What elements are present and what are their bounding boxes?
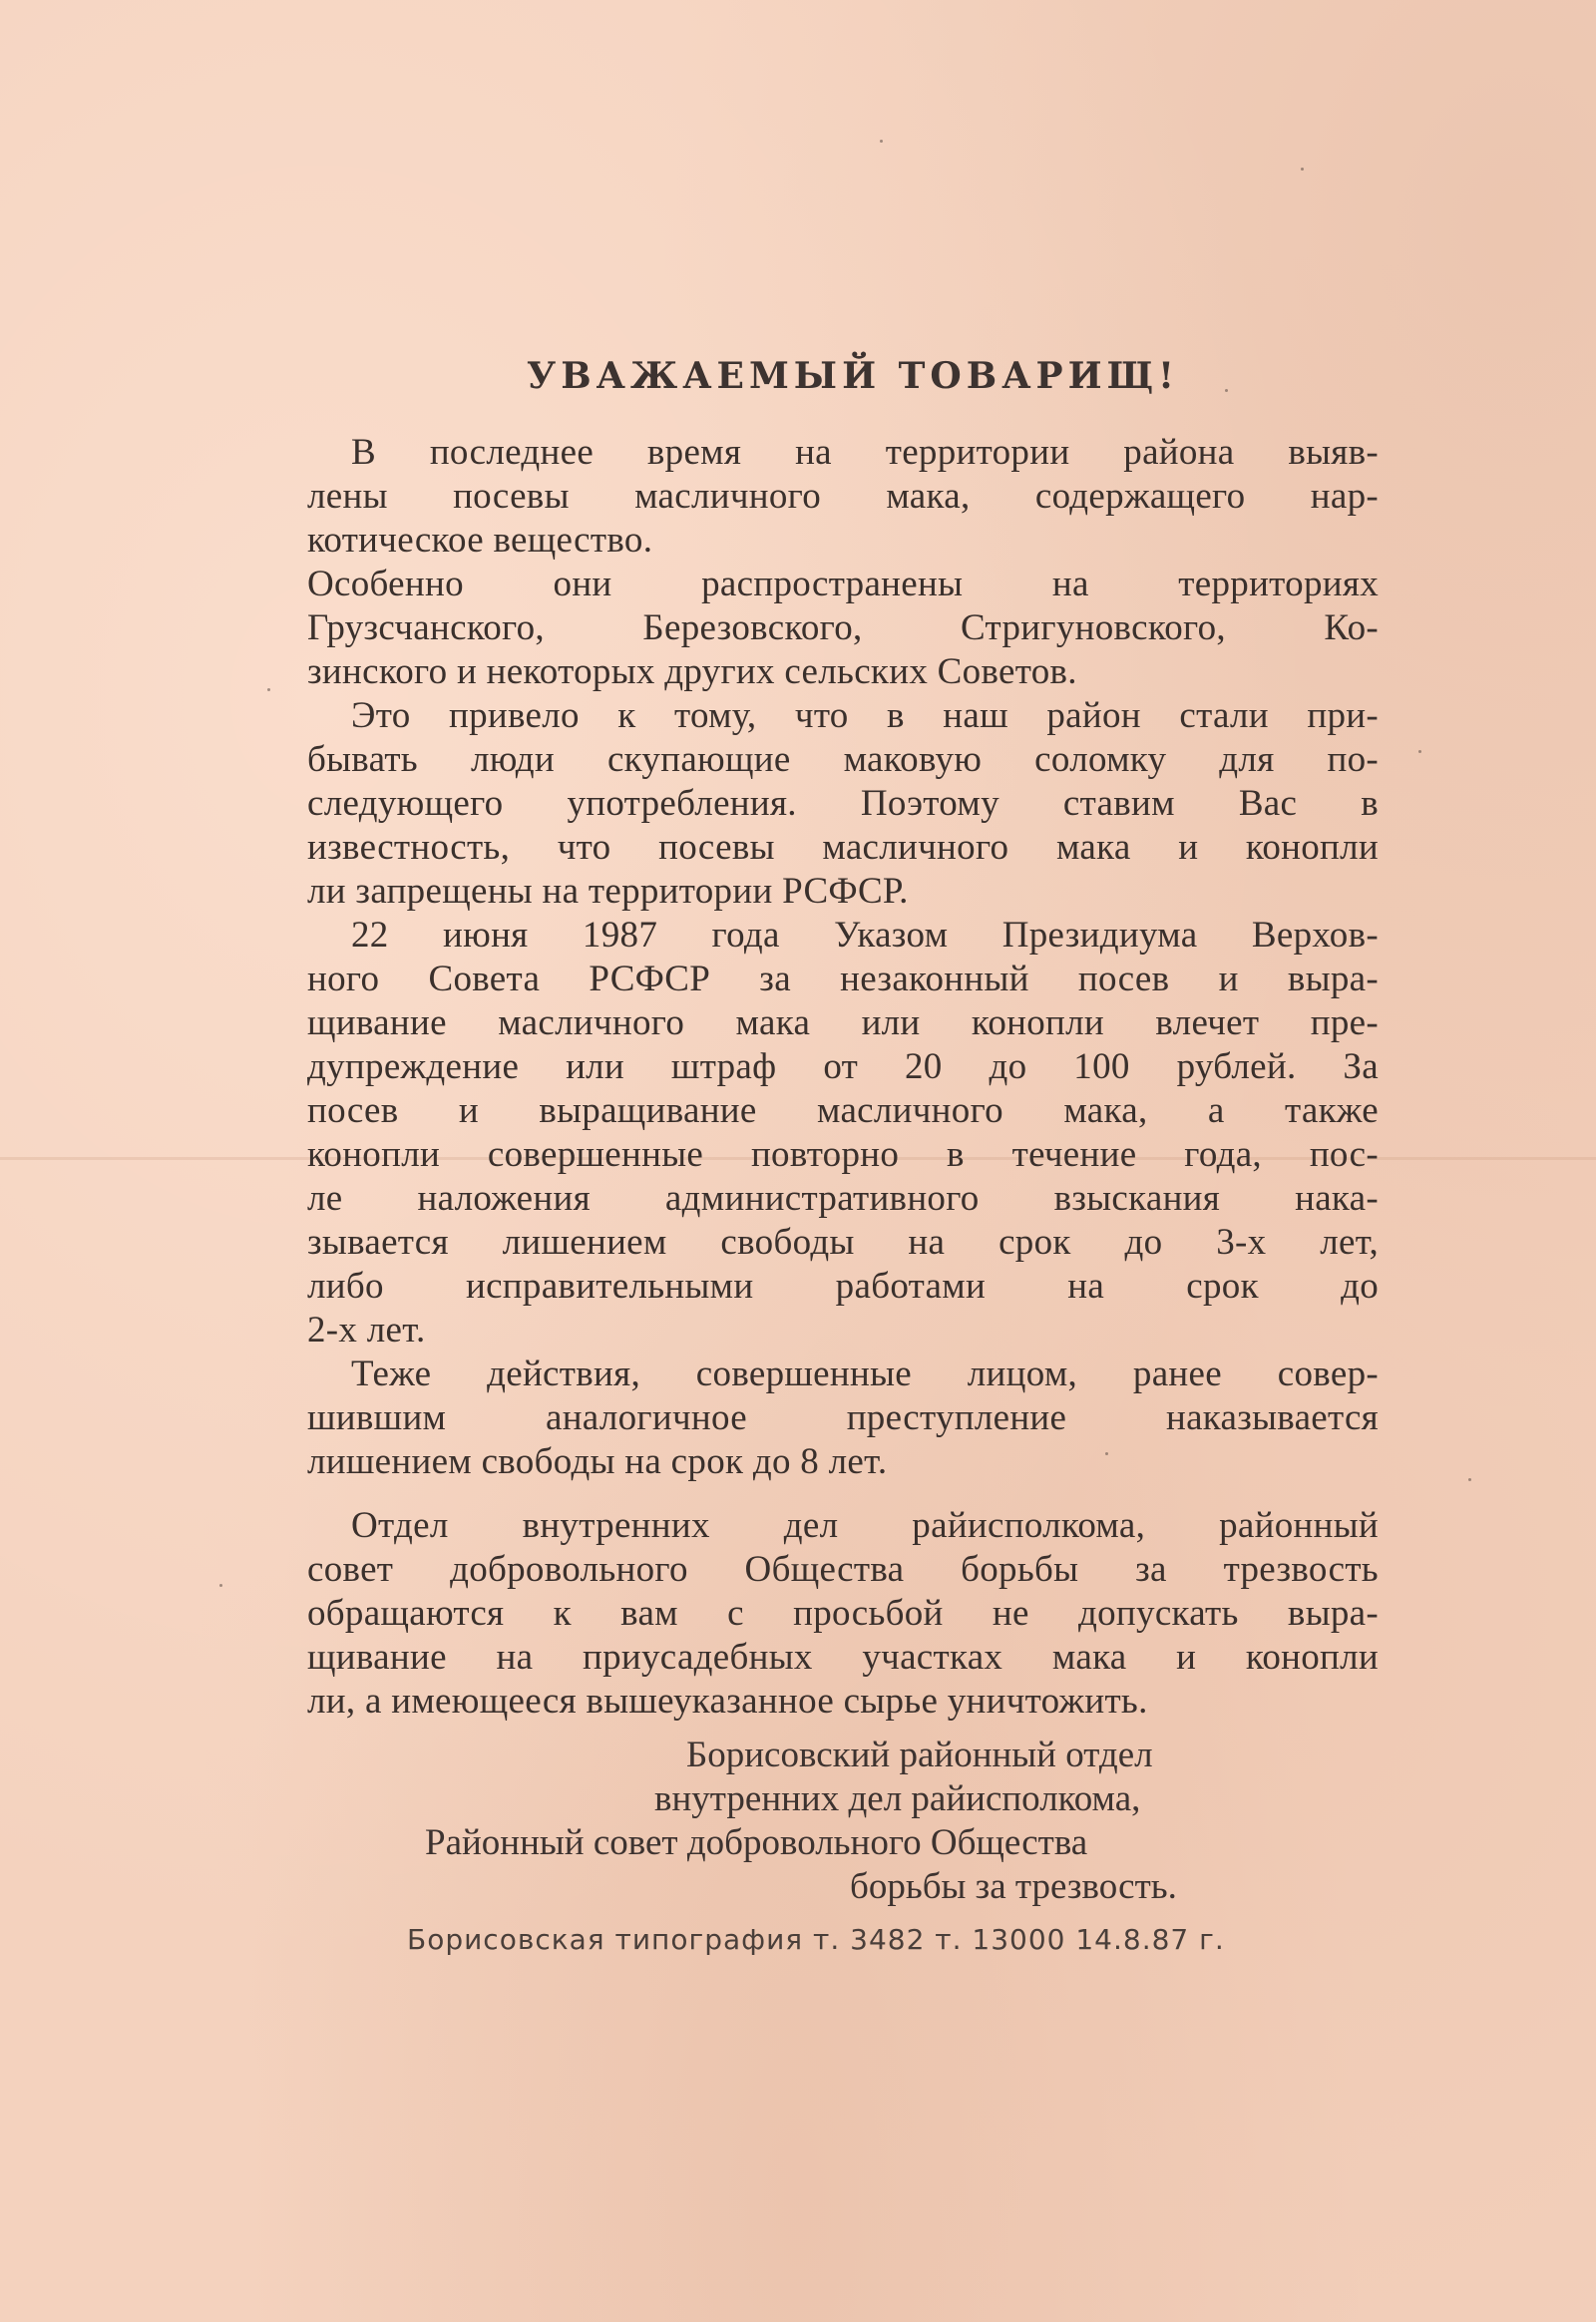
paper-speck (219, 1584, 222, 1587)
leaflet-body (307, 431, 1379, 1724)
leaflet-title: УВАЖАЕМЫЙ ТОВАРИЩ! (527, 355, 1179, 397)
signature-line: борьбы за трезвость. (850, 1866, 1177, 1907)
text-line: лены посевы масличного мака, содержащего нар- (307, 476, 1379, 517)
paper-speck (1105, 1452, 1108, 1455)
text-line: бывать люди скупающие маковую соломку для по- (307, 739, 1379, 780)
text-line: совет добровольного Общества борьбы за трезвость (307, 1549, 1379, 1590)
text-line: конопли совершенные повторно в течение года, пос- (307, 1134, 1379, 1175)
paragraph (307, 431, 1379, 563)
text-line: Грузсчанского, Березовского, Стригуновского, Ко- (307, 607, 1379, 648)
paper-speck (1468, 1478, 1471, 1481)
text-line: зывается лишением свободы на срок до 3-х лет, (307, 1222, 1379, 1263)
text-line: 22 июня 1987 года Указом Президиума Верхов- (351, 915, 1379, 956)
text-line: шившим аналогичное преступление наказывается (307, 1397, 1379, 1438)
text-line: ли запрещены на территории РСФСР. (307, 871, 909, 912)
paper-speck (880, 140, 883, 143)
paragraph (307, 694, 1379, 914)
text-line: Отдел внутренних дел райисполкома, районный (351, 1505, 1379, 1546)
text-line: ле наложения административного взыскания нака- (307, 1178, 1379, 1219)
text-line: В последнее время на территории района выяв- (351, 432, 1379, 473)
text-line: посев и выращивание масличного мака, а также (307, 1090, 1379, 1131)
paragraph-gap (307, 1484, 1379, 1504)
signature-line: Борисовский районный отдел (686, 1735, 1153, 1775)
text-line: Это привело к тому, что в наш район стали при- (351, 695, 1379, 736)
signature-line: внутренних дел райисполкома, (654, 1778, 1141, 1819)
text-line: обращаются к вам с просьбой не допускать выра- (307, 1593, 1379, 1634)
text-line: котическое вещество. (307, 520, 653, 561)
text-line: дупреждение или штраф от 20 до 100 рублей. За (307, 1046, 1379, 1087)
text-line: 2-х лет. (307, 1310, 426, 1351)
text-line: ного Совета РСФСР за незаконный посев и выра- (307, 959, 1379, 999)
signature-line: Районный совет добровольного Общества (425, 1822, 1088, 1863)
text-line: зинского и некоторых других сельских Советов. (307, 651, 1077, 692)
text-line: следующего употребления. Поэтому ставим Вас в (307, 783, 1379, 824)
paragraph (307, 563, 1379, 694)
text-line: щивание на приусадебных участках мака и конопли (307, 1637, 1379, 1678)
text-line: Теже действия, совершенные лицом, ранее совер- (351, 1354, 1379, 1394)
paper-speck (267, 688, 270, 691)
text-line: лишением свободы на срок до 8 лет. (307, 1441, 888, 1482)
paragraph (307, 914, 1379, 1353)
text-line: ли, а имеющееся вышеуказанное сырье уничтожить. (307, 1681, 1148, 1722)
text-line: либо исправительными работами на срок до (307, 1266, 1379, 1307)
paper-speck (1225, 389, 1228, 392)
paper-speck (1418, 750, 1421, 753)
text-line: Особенно они распространены на территориях (307, 564, 1379, 604)
paragraph (307, 1353, 1379, 1484)
paragraph (307, 1504, 1379, 1724)
text-line: известность, что посевы масличного мака и конопли (307, 827, 1379, 868)
text-line: щивание масличного мака или конопли влечет пре- (307, 1002, 1379, 1043)
printing-house-imprint: Борисовская типография т. 3482 т. 13000 14.8.87 г. (407, 1923, 1225, 1956)
paper-speck (1301, 168, 1304, 171)
